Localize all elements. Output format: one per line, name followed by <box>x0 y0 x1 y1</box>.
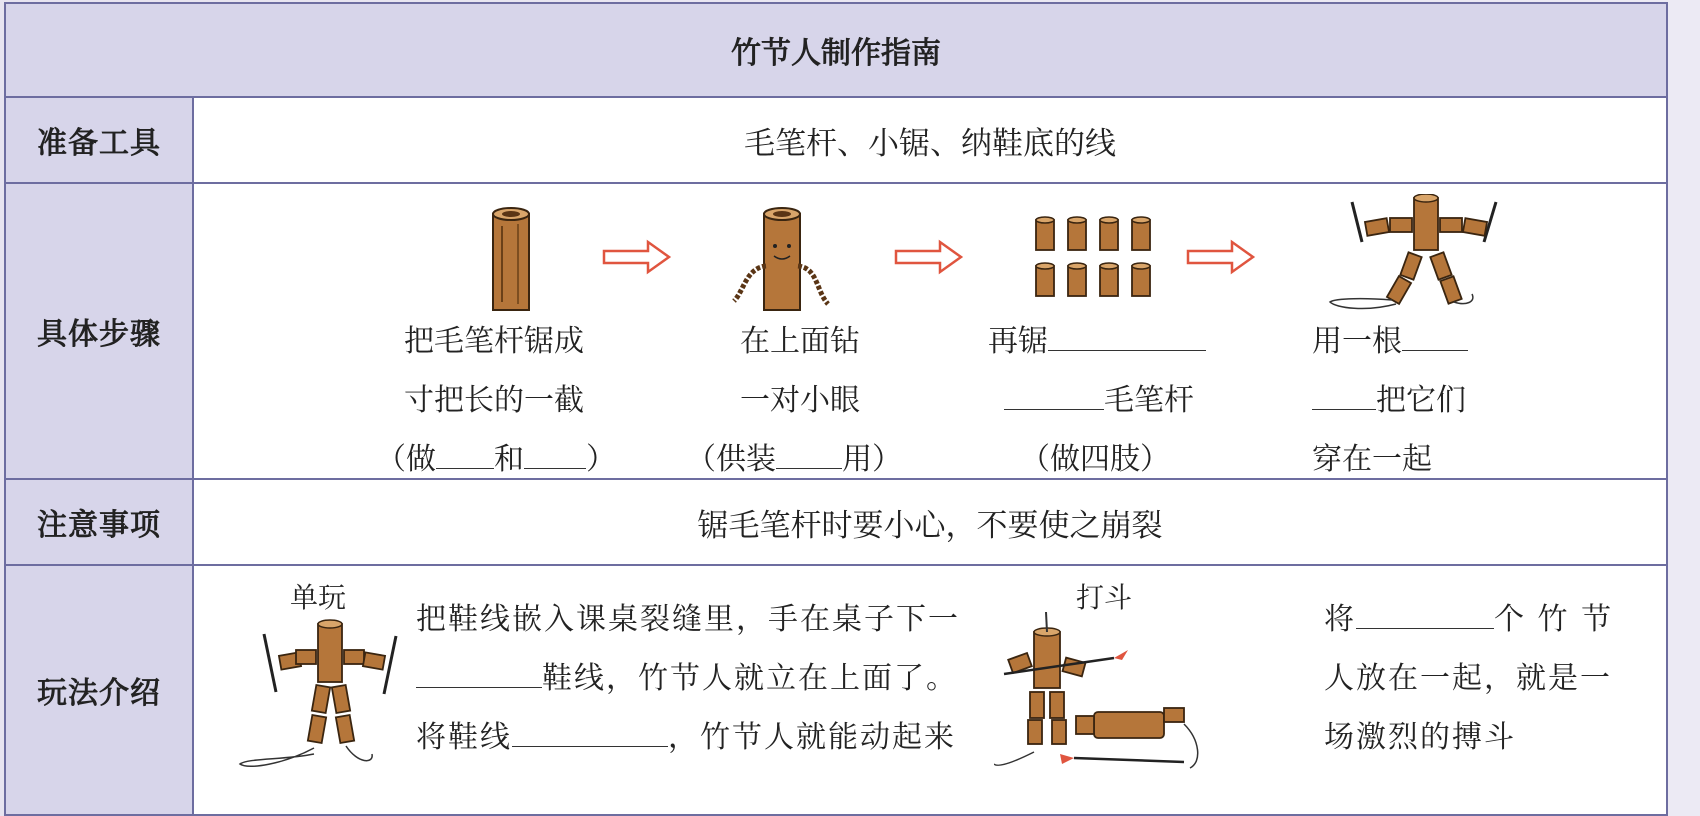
fight-line-3: 场激烈的搏斗 <box>1324 720 1516 755</box>
bamboo-man-icon <box>1326 194 1506 314</box>
step-2-line-2: 一对小眼 <box>740 383 860 418</box>
step-2 <box>686 184 970 504</box>
step-1-line-2: 寸把长的一截 <box>404 383 584 418</box>
table-title: 竹节人制作指南 <box>5 3 1667 97</box>
guide-table <box>4 2 1668 816</box>
step-2-line-1: 在上面钻 <box>740 324 860 359</box>
fight-label: 打斗 <box>1076 581 1133 614</box>
notes-content: 锯毛笔杆时要小心，不要使之崩裂 <box>193 479 1667 565</box>
fight-line-2: 人放在一起，就是一 <box>1324 661 1612 696</box>
solo-line-1: 把鞋线嵌入课桌裂缝里，手在桌子下一 <box>416 602 960 637</box>
bamboo-tube-icon <box>486 206 536 316</box>
play-cell <box>193 565 1667 815</box>
bamboo-with-string-icon <box>726 206 836 316</box>
arrow-right-icon <box>1186 239 1256 275</box>
label-notes: 注意事项 <box>5 479 193 565</box>
step-3-line-3: （做四肢） <box>1020 442 1170 477</box>
solo-line-2: 鞋线，竹节人就立在上面了。 <box>416 649 958 708</box>
steps-cell <box>193 183 1667 479</box>
step-3 <box>984 184 1264 504</box>
step-1 <box>376 184 664 504</box>
label-play: 玩法介绍 <box>5 565 193 815</box>
tools-content: 毛笔杆、小锯、纳鞋底的线 <box>193 97 1667 183</box>
step-1-line-3: （做 和 ） <box>376 442 616 477</box>
bamboo-men-fight-icon <box>994 612 1214 792</box>
label-steps: 具体步骤 <box>5 183 193 479</box>
label-tools: 准备工具 <box>5 97 193 183</box>
step-3-line-2: 毛笔杆 <box>1004 371 1194 430</box>
step-4-line-2: 把它们 <box>1312 371 1466 430</box>
step-2-line-3: （供装 用） <box>686 442 902 477</box>
step-3-line-1: 再锯 <box>988 312 1206 371</box>
step-4-line-3: 穿在一起 <box>1312 442 1432 477</box>
step-4 <box>1302 184 1582 504</box>
fight-line-1: 将 个 竹 节 <box>1324 602 1614 637</box>
step-4-line-1: 用一根 <box>1312 312 1468 371</box>
solo-label: 单玩 <box>290 581 347 614</box>
step-1-line-1: 把毛笔杆锯成 <box>404 324 584 359</box>
solo-line-3: 将鞋线 ，竹节人就能动起来 <box>416 720 956 755</box>
arrow-right-icon <box>602 239 672 275</box>
bamboo-man-solo-icon <box>234 614 414 794</box>
arrow-right-icon <box>894 239 964 275</box>
bamboo-pieces-icon <box>1032 214 1162 304</box>
